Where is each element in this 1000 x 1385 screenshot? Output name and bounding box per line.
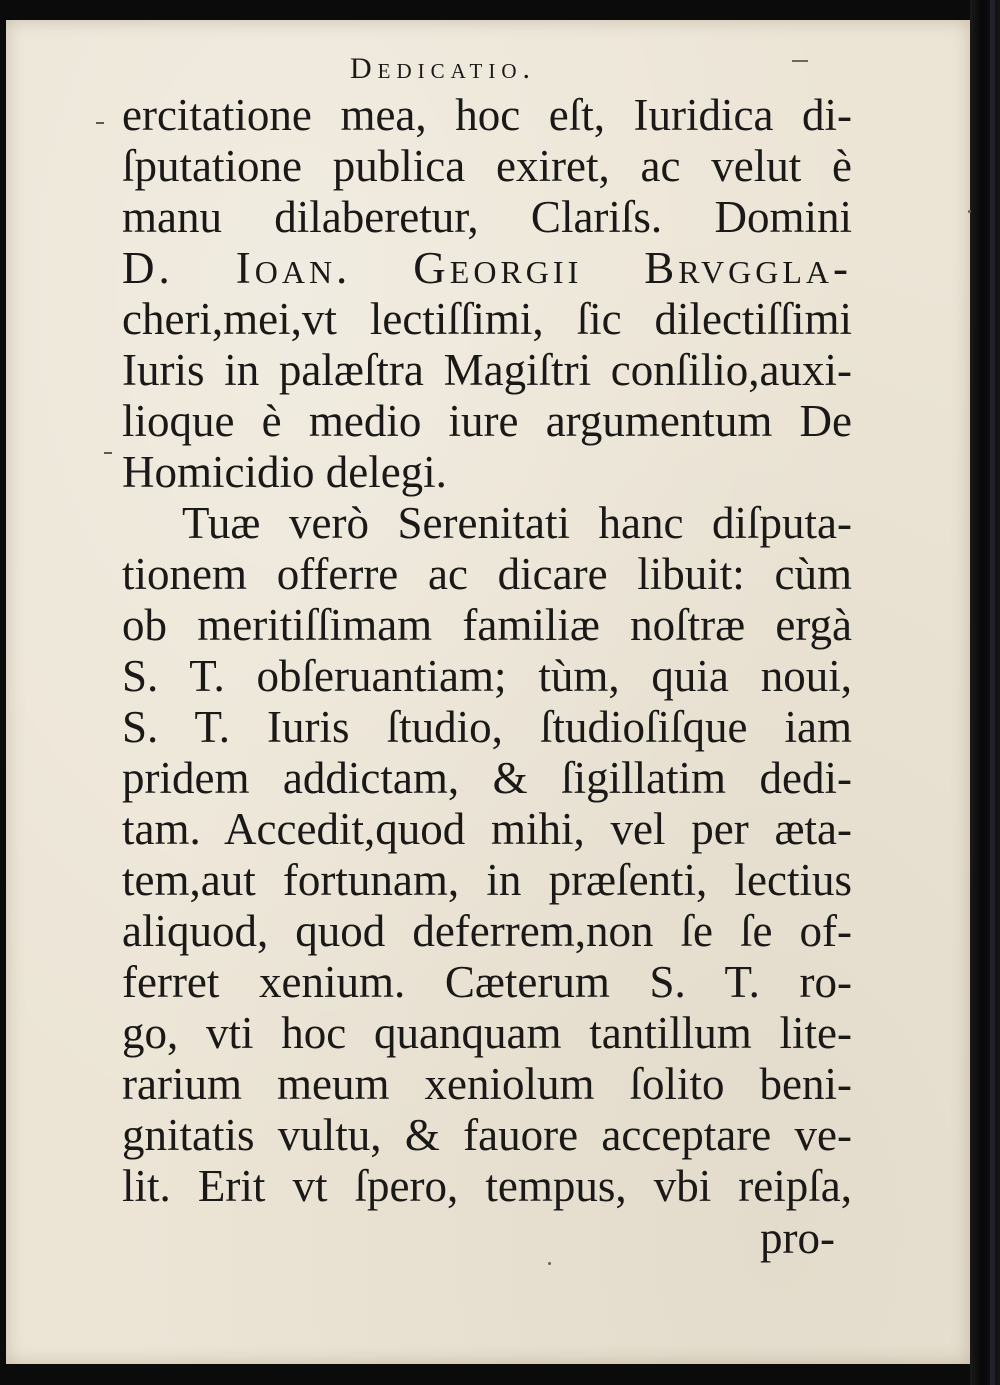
text-line: ſputatione publica exiret, ac velut è [122,141,852,191]
edge-stripe [990,0,995,1385]
text-line: S. T. obſeruantiam; tùm, quia noui, [122,651,852,701]
book-edge [970,0,1000,1385]
catchword: pro- [760,1213,835,1263]
ink-mark [792,60,808,62]
text-line: Tuæ verò Serenitati hanc diſputa- [182,498,852,548]
text-line: go, vti hoc quanquam tantillum lite- [122,1008,852,1058]
ink-speck [968,210,971,213]
ink-speck [548,1262,551,1265]
margin-mark [96,122,104,124]
text-line: tionem offerre ac dicare libuit: cùm [122,549,852,599]
text-line: tam. Accedit,quod mihi, vel per æta- [122,804,852,854]
text-line: D. Ioan. Georgii Brvggla- [122,243,852,293]
running-head: Dedicatio. [350,52,536,85]
body-text [122,90,852,1212]
text-line: Homicidio delegi. [122,447,447,497]
text-line: ercitatione mea, hoc eſt, Iuridica di- [122,90,852,140]
text-line: lit. Erit vt ſpero, tempus, vbi reipſa, [122,1161,852,1211]
text-line: manu dilaberetur, Clariſs. Domini [122,192,852,242]
text-line: S. T. Iuris ſtudio, ſtudioſiſque iam [122,702,852,752]
margin-mark [104,452,112,454]
text-line: ferret xenium. Cæterum S. T. ro- [122,957,852,1007]
text-line: rarium meum xeniolum ſolito beni- [122,1059,852,1109]
text-line: Iuris in palæſtra Magiſtri conſilio,auxi- [122,345,852,395]
text-line: pridem addictam, & ſigillatim dedi- [122,753,852,803]
text-line: tem,aut fortunam, in præſenti, lectius [122,855,852,905]
text-line: cheri,mei,vt lectiſſimi, ſic dilectiſſimi [122,294,852,344]
text-line: ob meritiſſimam familiæ noſtræ ergà [122,600,852,650]
text-line: lioque è medio iure argumentum De [122,396,852,446]
text-line: aliquod, quod deferrem,non ſe ſe of- [122,906,852,956]
text-line: gnitatis vultu, & fauore acceptare ve- [122,1110,852,1160]
